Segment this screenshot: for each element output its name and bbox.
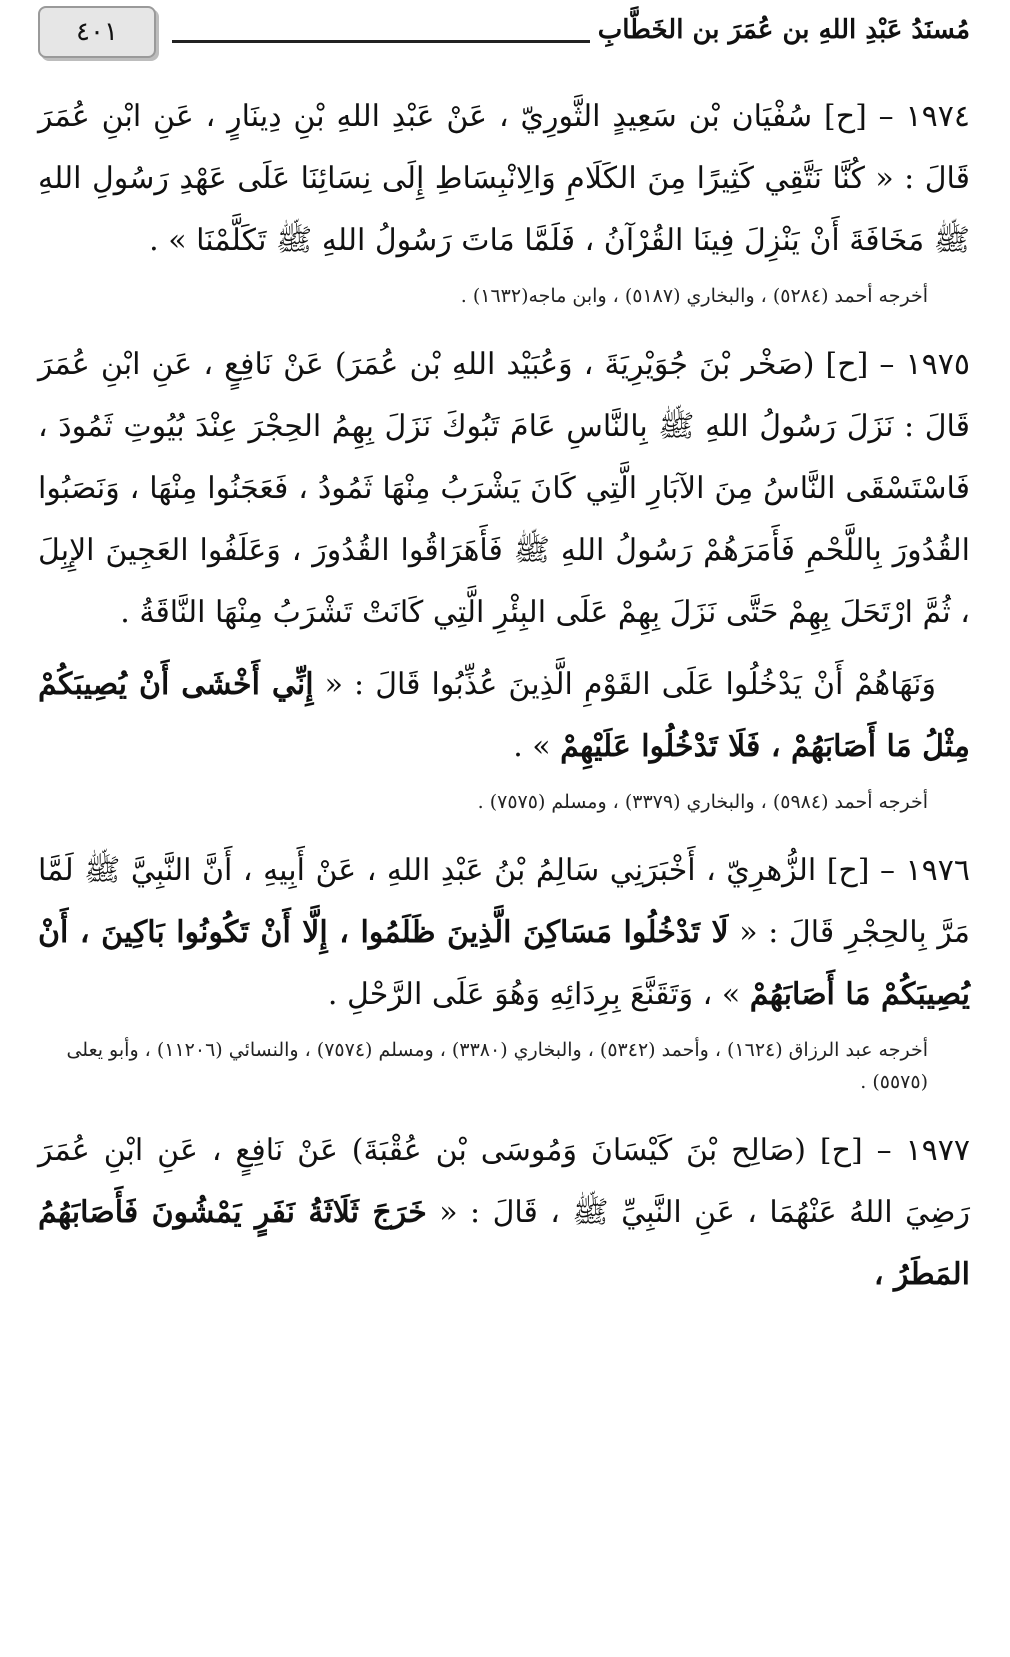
hadith-1974 — [38, 86, 970, 312]
header-rule — [172, 40, 590, 43]
takhrij-note: أخرجه عبد الرزاق (١٦٢٤) ، وأحمد (٥٣٤٢) ، والبخاري (٣٣٨٠) ، ومسلم (٧٥٧٤) ، والنسائي (١١٢٠٦) ، وأبو يعلى (٥٥٧٥) . — [66, 1039, 928, 1093]
page-header — [38, 6, 970, 62]
hadith-body: (صَالِح بْنَ كَيْسَانَ وَمُوسَى بْن عُقْبَةَ) عَنْ نَافِعٍ ، عَنِ ابْنِ عُمَرَ رَضِيَ اللهُ عَنْهُمَا ، عَنِ النَّبِيِّ ﷺ ، قَالَ : « — [38, 1133, 970, 1230]
hadith-number: ١٩٧٧ – [ح] — [819, 1133, 970, 1168]
continuation-text: وَنَهَاهُمْ أَنْ يَدْخُلُوا عَلَى القَوْمِ الَّذِينَ عُذِّبُوا قَالَ : « — [324, 667, 937, 702]
prophetic-quote: خَرَجَ ثَلَاثَةُ نَفَرٍ يَمْشُونَ فَأَصَابَهُمُ المَطَرُ ، — [38, 1195, 970, 1292]
hadith-text — [38, 840, 970, 1026]
continuation-end: » . — [513, 729, 551, 764]
prophetic-quote: لَا تَدْخُلُوا مَسَاكِنَ الَّذِينَ ظَلَمُوا ، إِلَّا أَنْ تَكُونُوا بَاكِينَ ، أَنْ يُصِيبَكُمْ مَا أَصَابَهُمْ — [38, 915, 970, 1012]
prophetic-quote: إِنِّي أَخْشَى أَنْ يُصِيبَكُمْ مِثْلُ مَا أَصَابَهُمْ ، فَلَا تَدْخُلُوا عَلَيْهِمْ — [38, 667, 970, 764]
hadith-number: ١٩٧٤ – [ح] — [824, 99, 970, 134]
hadith-text — [38, 334, 970, 644]
page-number: ٤٠١ — [38, 6, 156, 58]
hadith-body-end: » ، وَتَقَنَّعَ بِرِدَائِهِ وَهُوَ عَلَى الرَّحْلِ . — [327, 977, 741, 1012]
hadith-1977 — [38, 1120, 970, 1306]
takhrij-note: أخرجه أحمد (٥٩٨٤) ، والبخاري (٣٣٧٩) ، ومسلم (٧٥٧٥) . — [477, 791, 928, 813]
hadith-body: الزُّهرِيّ ، أَخْبَرَنِي سَالِمُ بْنُ عَبْدِ اللهِ ، عَنْ أَبِيهِ ، أَنَّ النَّبِيَّ ﷺ لَمَّا مَرَّ بِالحِجْرِ قَالَ : « — [38, 853, 970, 950]
takhrij-note: أخرجه أحمد (٥٢٨٤) ، والبخاري (٥١٨٧) ، وابن ماجه(١٦٣٢) . — [460, 285, 928, 307]
hadith-1976 — [38, 840, 970, 1098]
hadith-body: (صَخْر بْنَ جُوَيْرِيَةَ ، وَعُبَيْد اللهِ بْن عُمَرَ) عَنْ نَافِعٍ ، عَنِ ابْنِ عُمَرَ قَالَ : نَزَلَ رَسُولُ اللهِ ﷺ بِالنَّاسِ عَامَ تَبُوكَ نَزَلَ بِهِمُ الحِجْرَ عِنْدَ بُيُوتِ ثَمُودَ ، فَاسْتَسْقَى النَّاسُ مِنَ الآبَارِ الَّتِي كَانَ يَشْرَبُ مِنْهَا ثَمُودُ ، فَعَجَنُوا مِنْهَا ، وَنَصَبُوا القُدُورَ بِاللَّحْمِ فَأَمَرَهُمْ رَسُولُ اللهِ ﷺ فَأَهَرَاقُوا القُدُورَ ، وَعَلَفُوا العَجِينَ الإِبِلَ ، ثُمَّ ارْتَحَلَ بِهِمْ حَتَّى نَزَلَ بِهِمْ عَلَى البِئْرِ الَّتِي كَانَتْ تَشْرَبُ مِنْهَا النَّاقَةُ . — [38, 347, 970, 630]
hadith-1975 — [38, 334, 970, 818]
hadith-text — [38, 1120, 970, 1306]
hadith-number: ١٩٧٦ – [ح] — [826, 853, 970, 888]
running-title: مُسنَدُ عَبْدِ اللهِ بن عُمَرَ بن الخَطَّابِ — [597, 15, 970, 45]
hadith-text — [38, 86, 970, 272]
hadith-body: سُفْيَان بْن سَعِيدٍ الثَّورِيّ ، عَنْ عَبْدِ اللهِ بْنِ دِينَارٍ ، عَنِ ابْنِ عُمَرَ قَالَ : « كُنَّا نَتَّقِي كَثِيرًا مِنَ الكَلَامِ وَالِانْبِسَاطِ إِلَى نِسَائِنَا عَلَى عَهْدِ رَسُولِ اللهِ ﷺ مَخَافَةَ أَنْ يَنْزِلَ فِينَا القُرْآنُ ، فَلَمَّا مَاتَ رَسُولُ اللهِ ﷺ تَكَلَّمْنَا » . — [38, 99, 970, 258]
page-body — [38, 86, 970, 1306]
hadith-number: ١٩٧٥ – [ح] — [825, 347, 970, 382]
hadith-continuation — [38, 654, 970, 778]
